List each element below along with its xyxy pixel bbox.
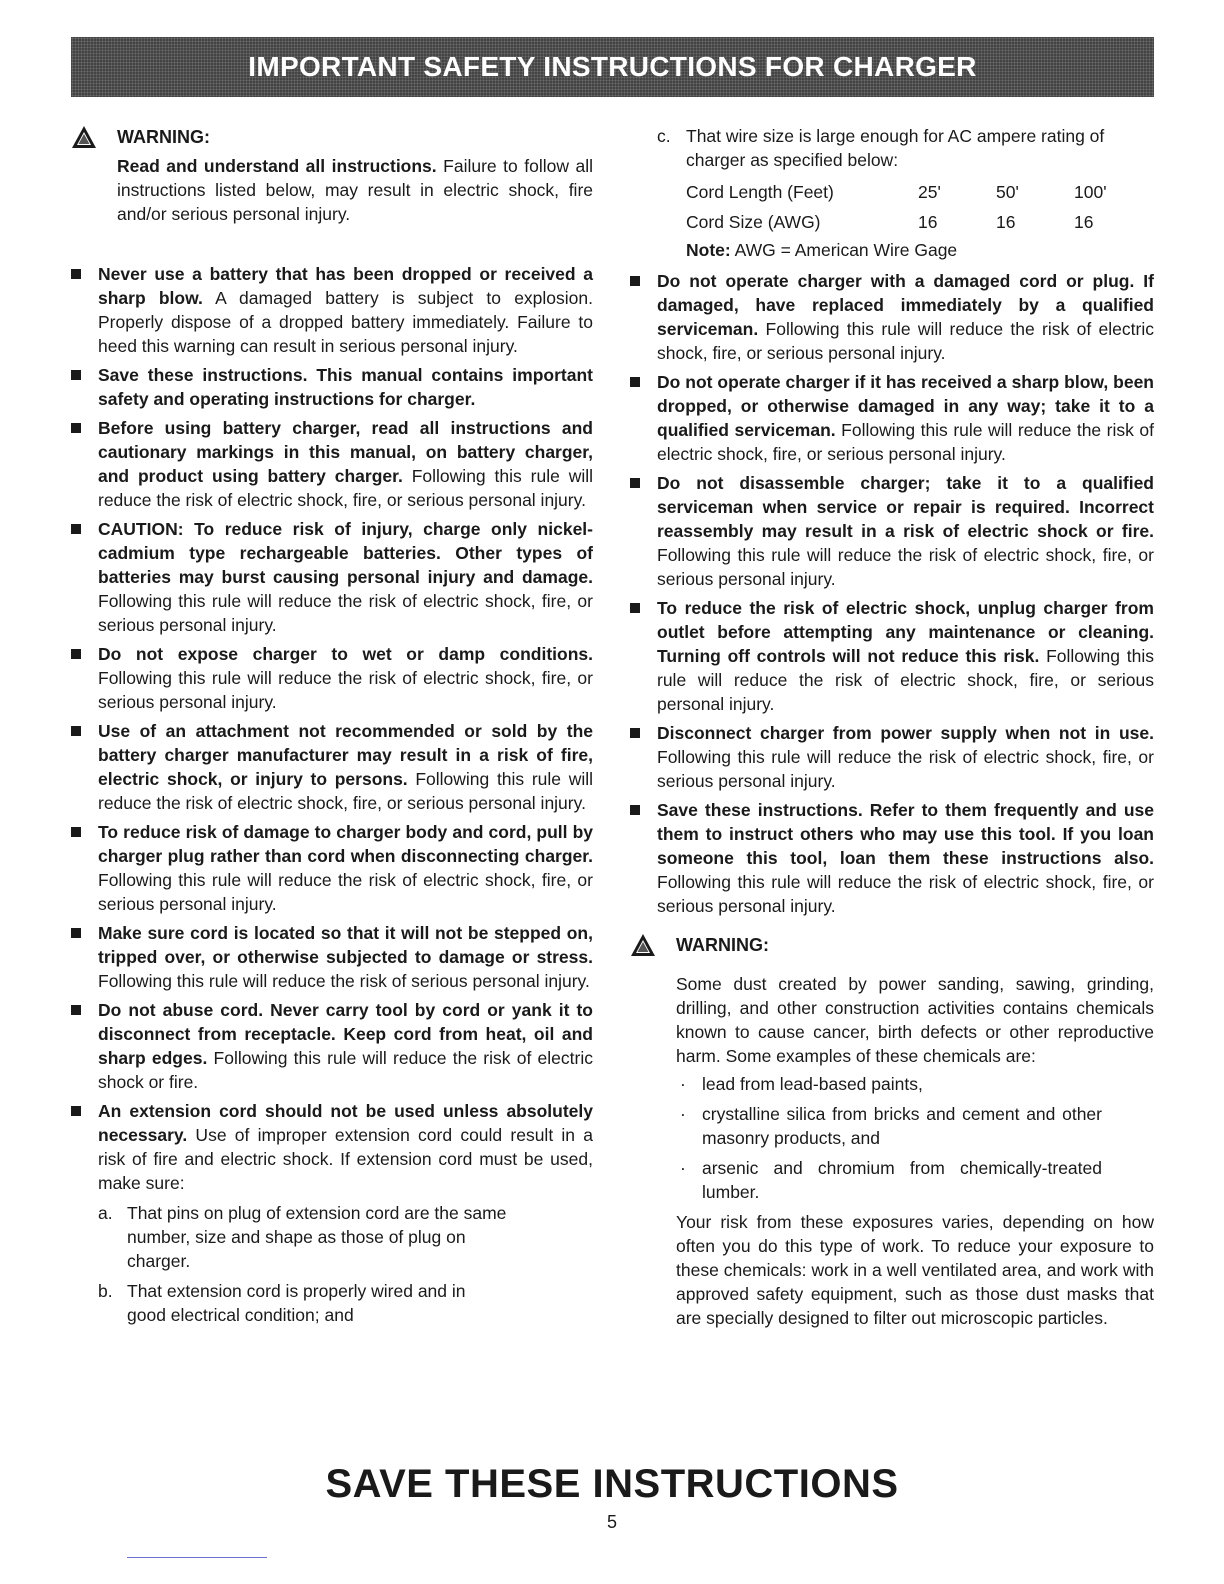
list-item [71, 1099, 593, 1195]
cord-size-row [686, 207, 1154, 237]
bullet-bold: An extension cord should not be used unless absolutely necessary. [98, 1101, 593, 1145]
bullet-square-icon [630, 728, 640, 738]
bullet-bold: Do not abuse cord. Never carry tool by cord or yank it to disconnect from receptacle. Keep cord from heat, oil and sharp edges. [98, 1000, 593, 1068]
bullet-text: Use of improper extension cord could result in a risk of fire and electric shock. If extension cord must be used, make sure: [98, 1125, 593, 1193]
bullet-square-icon [71, 269, 81, 279]
bullet-text: Following this rule will reduce the risk of electric shock, fire, or serious personal injury. [657, 545, 1154, 589]
bullet-square-icon [630, 276, 640, 286]
left-bullet-list [71, 262, 593, 1195]
bullet-bold: Save these instructions. This manual contains important safety and operating instructions for charger. [98, 365, 593, 409]
left-column [71, 124, 593, 1327]
bullet-text: Following this rule will reduce the risk of serious personal injury. [98, 971, 590, 991]
bullet-bold: Use of an attachment not recommended or sold by the battery charger manufacturer may result in a risk of fire, electric shock, or injury to persons. [98, 721, 593, 789]
warning-heading-text: WARNING: [117, 126, 210, 147]
bullet-bold: Do not disassemble charger; take it to a qualified serviceman when service or repair is required. Incorrect reassembly may result in a risk of electric shock or fire. [657, 473, 1154, 541]
sub-text: That pins on plug of extension cord are the same number, size and shape as those of plug on charger. [127, 1203, 507, 1271]
list-item [71, 719, 593, 815]
bullet-bold: Do not operate charger if it has received a sharp blow, been dropped, or otherwise damaged in any way; take it to a qualified serviceman. [657, 372, 1154, 440]
cord-size-value: 16 [918, 212, 938, 232]
sub-letter: b. [98, 1281, 113, 1301]
bullet-bold: To reduce risk of damage to charger body and cord, pull by charger plug rather than cord when disconnecting charger. [98, 822, 593, 866]
bullet-square-icon [71, 649, 81, 659]
bullet-bold: Make sure cord is located so that it will not be stepped on, tripped over, or otherwise subjected to damage or stress. [98, 923, 593, 967]
list-item [71, 416, 593, 512]
section-banner [71, 37, 1154, 97]
list-item [630, 798, 1154, 918]
cord-length-row [686, 177, 1154, 207]
bullet-square-icon [71, 1106, 81, 1116]
sub-text: That wire size is large enough for AC ampere rating of charger as specified below: [686, 126, 1105, 170]
cord-length-label: Cord Length (Feet) [686, 182, 834, 202]
bullet-text: Following this rule will reduce the risk of electric shock or fire. [98, 1048, 593, 1092]
bullet-bold: Do not expose charger to wet or damp conditions. [98, 644, 593, 664]
list-item [630, 721, 1154, 793]
bullet-bold: CAUTION: To reduce risk of injury, charge only nickel-cadmium type rechargeable batteries. Other types of batteries may burst causing personal injury and damage. [98, 519, 593, 587]
divider [127, 1557, 267, 1558]
note-label: Note: [686, 240, 731, 260]
footer-title: SAVE THESE INSTRUCTIONS [325, 1462, 899, 1506]
cord-table [686, 177, 1154, 237]
bullet-bold: Before using battery charger, read all instructions and cautionary markings in this manual, on battery charger, and product using battery charger. [98, 418, 593, 486]
warning-outro: Your risk from these exposures varies, depending on how often you do this type of work. To reduce your exposure to these chemicals: work in a well ventilated area, and work with approved safety equipment, such as those dust masks that are specially designed to filter out microscopic particles. [676, 1212, 1154, 1328]
bullet-text: Following this rule will reduce the risk of electric shock, fire, or serious personal injury. [98, 591, 593, 635]
bullet-square-icon [630, 603, 640, 613]
list-item [630, 370, 1154, 466]
warning-heading-text: WARNING: [676, 934, 769, 955]
right-bullet-list [630, 269, 1154, 918]
bullet-bold: Do not operate charger with a damaged cord or plug. If damaged, have replaced immediately by a qualified serviceman. [657, 271, 1154, 339]
list-item [630, 471, 1154, 591]
bullet-square-icon [630, 478, 640, 488]
warning-text: Failure to follow all instructions listed below, may result in electric shock, fire and/or serious personal injury. [117, 156, 593, 224]
banner-title: IMPORTANT SAFETY INSTRUCTIONS FOR CHARGER [248, 51, 977, 82]
cord-length-value: 100' [1074, 182, 1107, 202]
chemical-text: crystalline silica from bricks and cement and other masonry products, and [702, 1104, 1102, 1148]
list-item [71, 820, 593, 916]
bullet-square-icon [71, 827, 81, 837]
ext-sub-item [98, 1279, 593, 1327]
bullet-bold: To reduce the risk of electric shock, unplug charger from outlet before attempting any maintenance or cleaning. Turning off controls will not reduce this risk. [657, 598, 1154, 666]
warning-triangle-icon [71, 125, 97, 149]
bullet-text: Following this rule will reduce the risk of electric shock, fire, or serious personal injury. [657, 747, 1154, 791]
list-item [676, 1156, 1154, 1204]
list-item [71, 998, 593, 1094]
list-item [71, 642, 593, 714]
bullet-square-icon [71, 1005, 81, 1015]
cord-length-value: 50' [996, 182, 1019, 202]
bullet-square-icon [71, 423, 81, 433]
bullet-text: Following this rule will reduce the risk of electric shock, fire, or serious personal injury. [98, 769, 593, 813]
bullet-dot-icon: · [680, 1074, 686, 1094]
list-item [630, 596, 1154, 716]
list-item [676, 1072, 1154, 1096]
bullet-square-icon [71, 726, 81, 736]
bullet-square-icon [71, 524, 81, 534]
sub-letter: a. [98, 1203, 113, 1223]
chemical-list [676, 1072, 1154, 1204]
bullet-text: Following this rule will reduce the risk of electric shock, fire, or serious personal injury. [657, 646, 1154, 714]
list-item [71, 262, 593, 358]
right-column [630, 124, 1154, 1330]
ext-sub-item [98, 1201, 593, 1273]
bullet-square-icon [71, 928, 81, 938]
bullet-text: Following this rule will reduce the risk of electric shock, fire, or serious personal injury. [657, 319, 1154, 363]
cord-length-value: 25' [918, 182, 941, 202]
warning-body [117, 154, 593, 226]
note-text: AWG = American Wire Gage [730, 240, 958, 260]
ext-sub-item-c [657, 124, 1154, 172]
warning-bold: Read and understand all instructions. [117, 156, 437, 176]
chemical-text: lead from lead-based paints, [702, 1074, 923, 1094]
bullet-dot-icon: · [680, 1158, 686, 1178]
chemical-text: arsenic and chromium from chemically-treated lumber. [702, 1158, 1102, 1202]
bullet-text: A damaged battery is subject to explosion. Properly dispose of a dropped battery immediately. Failure to heed this warning can result in serious personal injury. [98, 288, 593, 356]
sub-text: That extension cord is properly wired and in good electrical condition; and [127, 1281, 466, 1325]
bullet-text: Following this rule will reduce the risk of electric shock, fire, or serious personal injury. [657, 420, 1154, 464]
bullet-square-icon [630, 805, 640, 815]
list-item [630, 269, 1154, 365]
list-item [676, 1102, 1154, 1150]
list-item [71, 921, 593, 993]
bullet-square-icon [630, 377, 640, 387]
list-item [71, 363, 593, 411]
sub-letter: c. [657, 126, 671, 146]
bullet-square-icon [71, 370, 81, 380]
bullet-text: Following this rule will reduce the risk of electric shock, fire, or serious personal injury. [98, 668, 593, 712]
warning-body [676, 972, 1154, 1330]
note [686, 237, 1154, 263]
page-number: 5 [606, 1512, 617, 1532]
bullet-dot-icon: · [680, 1104, 686, 1124]
bullet-text: Following this rule will reduce the risk of electric shock, fire, or serious personal injury. [98, 870, 593, 914]
warning-intro: Some dust created by power sanding, sawing, grinding, drilling, and other construction activities contains chemicals known to cause cancer, birth defects or other reproductive harm. Some examples of these chemicals are: [676, 974, 1154, 1066]
cord-size-value: 16 [996, 212, 1016, 232]
bullet-bold: Never use a battery that has been dropped or received a sharp blow. [98, 264, 593, 308]
list-item [71, 517, 593, 637]
cord-size-value: 16 [1074, 212, 1094, 232]
warning-heading [630, 932, 1154, 958]
cord-size-label: Cord Size (AWG) [686, 212, 821, 232]
bullet-bold: Save these instructions. Refer to them frequently and use them to instruct others who may use this tool. If you loan someone this tool, loan them these instructions also. [657, 800, 1154, 868]
bullet-text: Following this rule will reduce the risk of electric shock, fire, or serious personal injury. [657, 872, 1154, 916]
warning-triangle-icon [630, 933, 656, 957]
warning-heading [71, 124, 593, 150]
bullet-text: Following this rule will reduce the risk of electric shock, fire, or serious personal injury. [98, 466, 593, 510]
bullet-bold: Disconnect charger from power supply when not in use. [657, 723, 1154, 743]
